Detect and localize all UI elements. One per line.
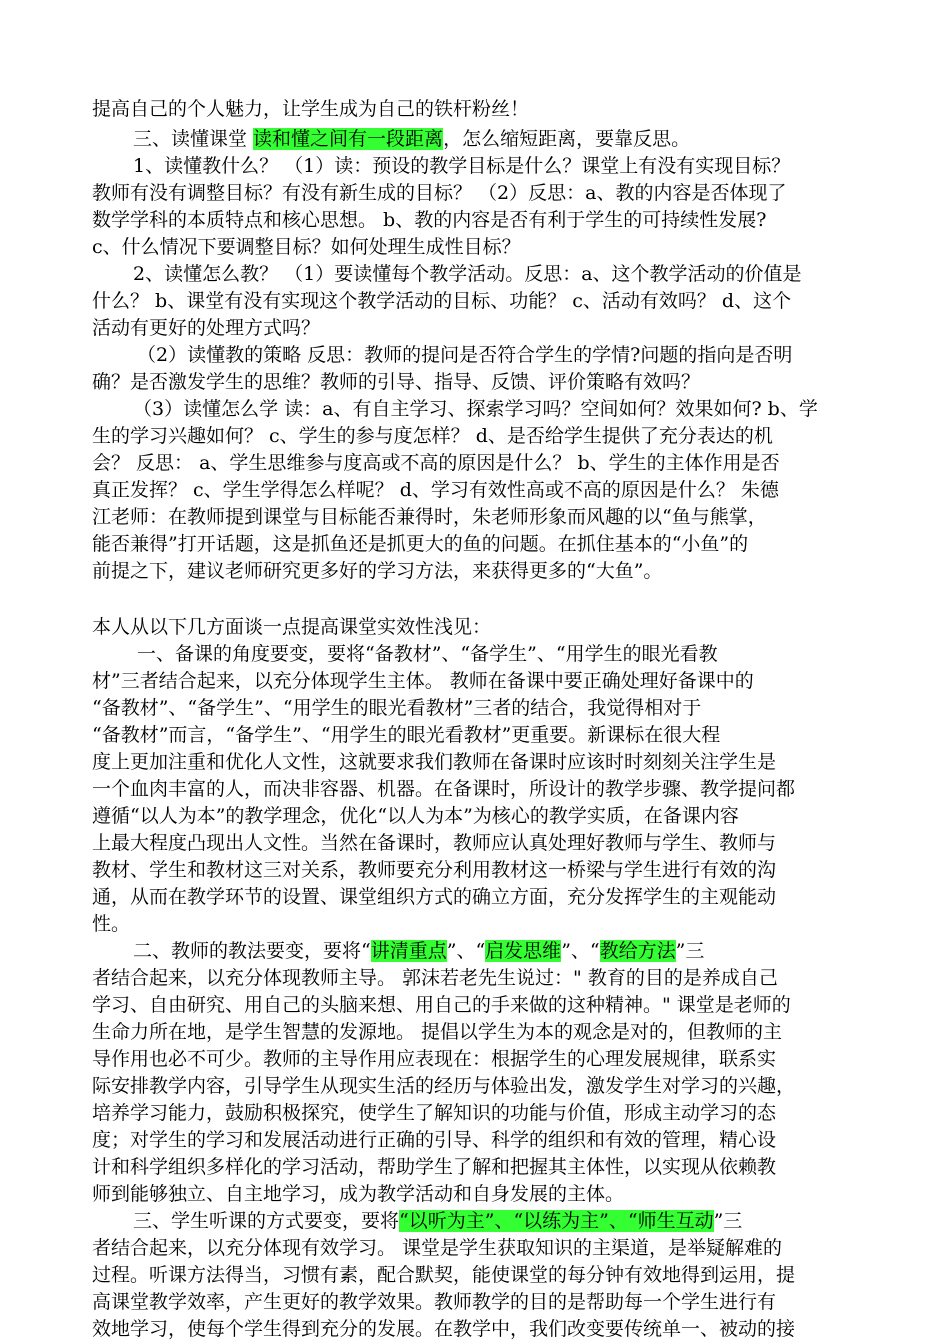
text-line (92, 1019, 782, 1045)
text-line (92, 722, 720, 748)
text-line (92, 450, 780, 476)
text-span: 者结合起来，以充分体现教师主导。 郭沫若老先生说过：" 教育的目的是养成自己 (92, 967, 778, 989)
text-span: 师到能够独立、自主地学习，成为教学活动和自身发展的主体。 (92, 1183, 625, 1205)
text-span: （2）读懂教的策略 反思：教师的提问是否符合学生的学情?问题的指向是否明 (137, 344, 793, 366)
text-line (92, 315, 320, 341)
text-span: 提高自己的个人魅力，让学生成为自己的铁杆粉丝！ (92, 98, 530, 120)
text-span: 者结合起来，以充分体现有效学习。 课堂是学生获取知识的主渠道，是举疑解难的 (92, 1237, 783, 1259)
text-line (92, 830, 776, 856)
highlighted-text: “以听为主”、“以练为主”、“师生互动 (399, 1210, 714, 1232)
text-span: ”三 (675, 940, 705, 962)
text-line (92, 911, 130, 937)
text-span: 性。 (92, 913, 131, 935)
text-line (92, 369, 700, 395)
text-line (92, 614, 491, 640)
text-line (92, 749, 776, 775)
text-span: 导作用也必不可少。教师的主导作用应表现在：根据学生的心理发展规律，联系实 (92, 1048, 777, 1070)
text-span: 确？是否激发学生的思维？教师的引导、指导、反馈、评价策略有效吗？ (92, 371, 701, 393)
text-span: 教师有没有调整目标？有没有新生成的目标？ （2）反思：a、教的内容是否体现了 (92, 182, 787, 204)
text-span: 材”三者结合起来，以充分体现学生主体。 教师在备课中要正确处理好备课中的 (92, 670, 754, 692)
text-line (92, 423, 773, 449)
text-span: ”、“ (446, 940, 486, 962)
text-span: 培养学习能力，鼓励积极探究，使学生了解知识的功能与价值，形成主动学习的态 (92, 1102, 777, 1124)
highlighted-text: 启发思维 (485, 940, 562, 962)
text-line (92, 884, 776, 910)
text-span: 一、备课的角度要变，要将“备教材”、“备学生”、“用学生的眼光看教 (137, 643, 718, 665)
text-span: （3）读懂怎么学 读：a、有自主学习、探索学习吗？空间如何？效果如何? b、学 (133, 398, 818, 420)
text-span: 本人从以下几方面谈一点提高课堂实效性浅见： (92, 616, 492, 638)
text-span: 度；对学生的学习和发展活动进行正确的引导、科学的组织和有效的管理，精心设 (92, 1129, 777, 1151)
text-line (92, 288, 791, 314)
text-span: “备教材”、“备学生”、“用学生的眼光看教材”三者的结合，我觉得相对于 (92, 697, 702, 719)
text-line (133, 938, 704, 964)
text-line (92, 477, 779, 503)
text-line (133, 1208, 742, 1234)
text-span: 1、读懂教什么？ （1）读：预设的教学目标是什么？课堂上有没有实现目标？ (133, 155, 791, 177)
text-span: 数学学科的本质特点和核心思想。 b、教的内容是否有利于学生的可持续性发展? (92, 209, 767, 231)
text-line (92, 1046, 776, 1072)
text-line (92, 695, 701, 721)
text-line (92, 1073, 795, 1099)
text-line (137, 641, 718, 667)
text-line (133, 396, 818, 422)
text-line (92, 504, 767, 530)
text-line (137, 342, 792, 368)
text-line (92, 558, 662, 584)
text-span: 江老师：在教师提到课堂与目标能否兼得时，朱老师形象而风趣的以“鱼与熊掌， (92, 506, 767, 528)
text-line (92, 1316, 795, 1342)
text-line (92, 1235, 782, 1261)
text-span: 真正发挥？ c、学生学得怎么样呢？ d、学习有效性高或不高的原因是什么？ 朱德 (92, 479, 779, 501)
text-span: 一个血肉丰富的人，而决非容器、机器。在备课时，所设计的教学步骤、教学提问都 (92, 778, 796, 800)
text-line (92, 965, 778, 991)
text-line (92, 1262, 795, 1288)
text-span: ”三 (713, 1210, 743, 1232)
text-line (133, 153, 790, 179)
text-span: 能否兼得”打开话题，这是抓鱼还是抓更大的鱼的问题。在抓住基本的“小鱼”的 (92, 533, 749, 555)
text-span: 遵循“以人为本”的教学理念，优化“以人为本”为核心的教学实质，在备课内容 (92, 805, 739, 827)
text-span: ，怎么缩短距离，要靠反思。 (443, 128, 691, 150)
text-line (92, 180, 786, 206)
text-line (92, 234, 521, 260)
text-span: 什么？ b、课堂有没有实现这个教学活动的目标、功能？ c、活动有效吗？ d、这个 (92, 290, 792, 312)
text-line (92, 1154, 776, 1180)
highlighted-text: 读和懂之间有一段距离 (253, 128, 444, 150)
text-span: 教材、学生和教材这三对关系，教师要充分利用教材这一桥梁与学生进行有效的沟 (92, 859, 777, 881)
text-span: 计和科学组织多样化的学习活动，帮助学生了解和把握其主体性，以实现从依赖教 (92, 1156, 777, 1178)
text-line (92, 668, 754, 694)
text-span: 生命力所在地，是学生智慧的发源地。 提倡以学生为本的观念是对的，但教师的主 (92, 1021, 783, 1043)
text-span: “备教材”而言，“备学生”、“用学生的眼光看教材”更重要。新课标在很大程 (92, 724, 721, 746)
text-span: c、什么情况下要调整目标？如何处理生成性目标？ (92, 236, 521, 258)
text-line (92, 1127, 776, 1153)
text-line (133, 261, 802, 287)
text-span: 通，从而在教学环节的设置、课堂组织方式的确立方面，充分发挥学生的主观能动 (92, 886, 777, 908)
text-span: 活动有更好的处理方式吗？ (92, 317, 321, 339)
text-line (92, 1100, 776, 1126)
text-span: 2、读懂怎么教？ （1）要读懂每个教学活动。反思：a、这个教学活动的价值是 (133, 263, 802, 285)
text-span: 二、教师的教法要变，要将“ (133, 940, 371, 962)
text-line (92, 531, 748, 557)
text-line (92, 776, 795, 802)
text-span: 上最大程度凸现出人文性。当然在备课时，教师应认真处理好教师与学生、教师与 (92, 832, 777, 854)
text-span: 三、学生听课的方式要变，要将 (133, 1210, 400, 1232)
text-span: 度上更加注重和优化人文性，这就要求我们教师在备课时应该时时刻刻关注学生是 (92, 751, 777, 773)
text-span: 前提之下，建议老师研究更多好的学习方法，来获得更多的“大鱼”。 (92, 560, 663, 582)
text-line (92, 857, 776, 883)
text-line (92, 992, 791, 1018)
text-line (92, 96, 529, 122)
text-line (133, 126, 690, 152)
text-span: 会？ 反思： a、学生思维参与度高或不高的原因是什么？ b、学生的主体作用是否 (92, 452, 780, 474)
text-span: 生的学习兴趣如何？ c、学生的参与度怎样？ d、是否给学生提供了充分表达的机 (92, 425, 773, 447)
text-span: ”、“ (561, 940, 600, 962)
text-span: 效地学习，使每个学生得到充分的发展。在教学中，我们改变要传统单一、被动的接 (92, 1318, 796, 1340)
text-line (92, 803, 739, 829)
text-span: 三、读懂课堂 (133, 128, 254, 150)
text-line (92, 1289, 776, 1315)
text-line (92, 1181, 624, 1207)
highlighted-text: 教给方法 (599, 940, 676, 962)
text-span: 学习、自由研究、用自己的头脑来想、用自己的手来做的这种精神。" 课堂是老师的 (92, 994, 791, 1016)
text-span: 际安排教学内容，引导学生从现实生活的经历与体验出发，激发学生对学习的兴趣， (92, 1075, 796, 1097)
text-span: 过程。听课方法得当，习惯有素，配合默契，能使课堂的每分钟有效地得到运用，提 (92, 1264, 796, 1286)
text-line (92, 207, 766, 233)
text-span: 高课堂教学效率，产生更好的教学效果。教师教学的目的是帮助每一个学生进行有 (92, 1291, 777, 1313)
highlighted-text: 讲清重点 (370, 940, 447, 962)
